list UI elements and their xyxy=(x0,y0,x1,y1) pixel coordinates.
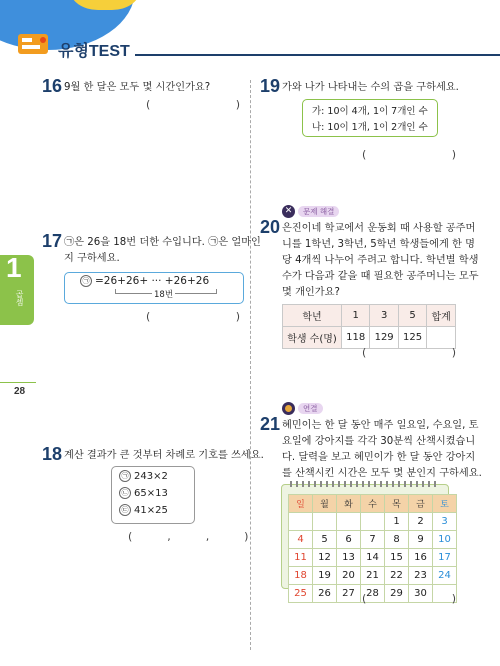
question-16-number: 16 xyxy=(42,76,63,96)
question-20-badge: ✕ 문제 해결 xyxy=(282,205,339,218)
question-18-option-a: ㉠ 243×2 xyxy=(119,470,168,482)
question-17-brace-label: 18번 xyxy=(154,290,174,300)
calendar-weekday-row: 일 월 화 수 목 금 토 xyxy=(289,495,457,513)
question-16-text: 9월 한 달은 모두 몇 시간인가요? xyxy=(64,82,211,93)
question-16-answer[interactable]: ( ) xyxy=(146,98,240,111)
question-21-number: 21 xyxy=(260,414,281,434)
question-17-expression: ㉠ =26+26+ ··· +26+26 xyxy=(80,275,209,287)
question-19-line-na: 나: 10이 1개, 1이 2개인 수 xyxy=(312,122,428,133)
question-19-answer[interactable]: ( ) xyxy=(362,148,456,161)
question-19-line-ga: 가: 10이 4개, 1이 7개인 수 xyxy=(312,106,428,117)
header-rule xyxy=(135,54,500,56)
question-17-answer[interactable]: ( ) xyxy=(146,310,240,323)
page-number: 28 xyxy=(14,386,26,397)
question-21-line4: 를 산책시킨 시간은 모두 몇 분인지 구하세요. xyxy=(282,468,482,479)
question-19-number: 19 xyxy=(260,76,281,96)
table-header-row: 학년 1 3 5 합계 xyxy=(283,305,456,327)
header-logo-icon xyxy=(14,30,52,58)
question-21-line3: 다. 달력을 보고 혜민이가 한 달 동안 강아지 xyxy=(282,452,476,463)
problem-solving-icon: ✕ xyxy=(282,205,295,218)
question-20-answer[interactable]: ( ) xyxy=(362,346,456,359)
calendar-week: 1 2 3 xyxy=(289,513,457,531)
question-20-line2: 니를 1학년, 3학년, 5학년 학생들에게 한 명 xyxy=(282,239,475,250)
calendar-week: 4 5 6 7 8 9 10 xyxy=(289,531,457,549)
question-18-number: 18 xyxy=(42,444,63,464)
question-20-number: 20 xyxy=(260,217,281,237)
table-row: 학생 수(명) 118 129 125 xyxy=(283,327,456,349)
question-18-text: 계산 결과가 큰 것부터 차례로 기호를 쓰세요. xyxy=(64,450,264,461)
connection-icon xyxy=(282,402,295,415)
question-21-line1: 혜민이는 한 달 동안 매주 일요일, 수요일, 토 xyxy=(282,420,479,431)
question-18-option-b: ㉡ 65×13 xyxy=(119,487,168,499)
page-number-rule xyxy=(0,382,36,383)
question-17-number: 17 xyxy=(42,231,63,251)
page-title: 유형TEST xyxy=(58,43,130,60)
calendar-binding xyxy=(290,481,438,487)
chapter-name: 곱셈 xyxy=(15,290,24,306)
question-20-table xyxy=(282,304,456,349)
question-18-answer[interactable]: ( , , ) xyxy=(128,530,249,543)
question-21-answer[interactable]: ( ) xyxy=(362,592,456,605)
question-20-line4: 수가 다음과 같을 때 필요한 공주머니는 모두 xyxy=(282,271,479,282)
calendar-week: 11 12 13 14 15 16 17 xyxy=(289,549,457,567)
question-21-badge: 연결 xyxy=(282,402,323,415)
question-20-line3: 당 4개씩 나누어 주려고 합니다. 학년별 학생 xyxy=(282,255,479,266)
question-17-text-line2: 지 구하세요. xyxy=(64,253,120,264)
calendar-week: 25 26 27 28 29 30 xyxy=(289,585,457,603)
question-20-line5: 몇 개인가요? xyxy=(282,287,340,298)
calendar-week: 18 19 20 21 22 23 24 xyxy=(289,567,457,585)
chapter-number: 1 xyxy=(6,252,22,283)
calendar xyxy=(288,494,457,603)
question-18-option-c: ㉢ 41×25 xyxy=(119,504,168,516)
question-20-line1: 은진이네 학교에서 운동회 때 사용할 공주머 xyxy=(282,223,476,234)
question-17-text-line1: ㉠은 26을 18번 더한 수입니다. ㉠은 얼마인 xyxy=(64,237,261,248)
question-21-line2: 요일에 강아지를 각각 30분씩 산책시켰습니 xyxy=(282,436,476,447)
question-19-text: 가와 나가 나타내는 수의 곱을 구하세요. xyxy=(282,82,459,93)
column-divider xyxy=(250,80,251,650)
